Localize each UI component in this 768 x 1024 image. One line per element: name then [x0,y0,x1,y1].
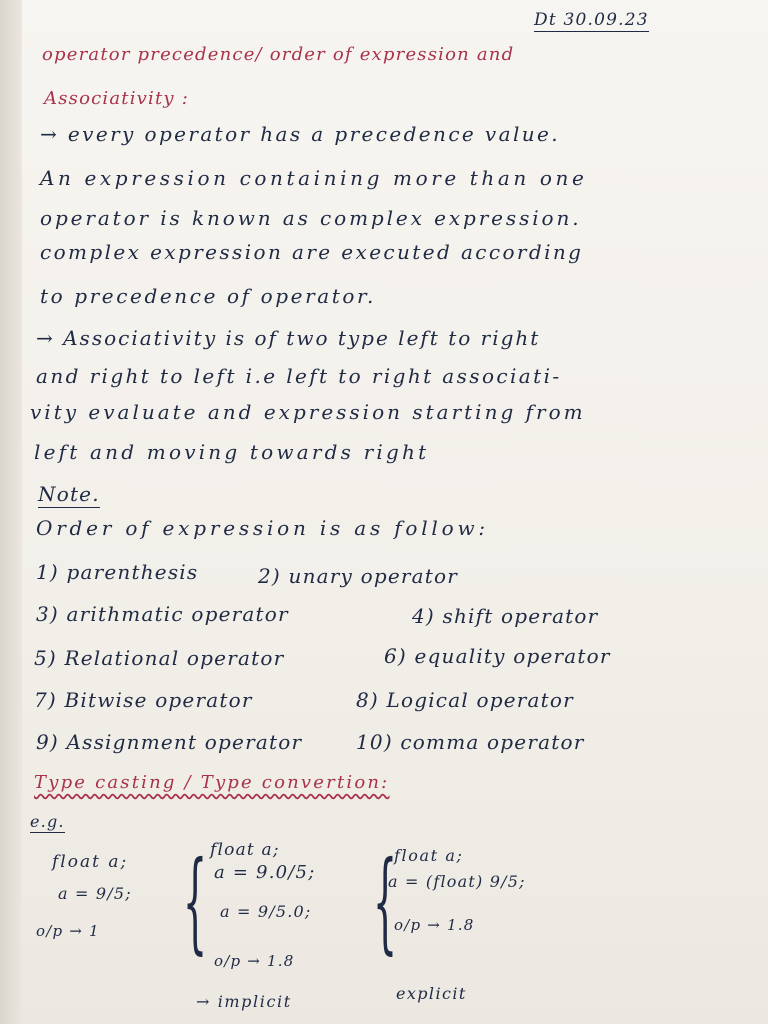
para1-line-5: to precedence of operator. [40,284,376,308]
order-item-6: 6) equality operator [384,644,611,668]
para2-line-4: left and moving towards right [34,440,430,464]
type-casting-heading: Type casting / Type convertion: [34,772,390,793]
example2-line-5: → implicit [196,992,292,1011]
example3-line-3: o/p → 1.8 [394,916,475,934]
order-item-7: 7) Bitwise operator [34,688,253,712]
order-item-10: 10) comma operator [356,730,585,754]
heading-line-1: operator precedence/ order of expression and [42,44,515,65]
para1-line-4: complex expression are executed according [40,240,584,264]
para1-line-1: → every operator has a precedence value. [40,122,561,146]
para2-line-1: → Associativity is of two type left to right [36,326,541,350]
para2-line-3: vity evaluate and expression starting from [30,400,586,424]
note-label: Note. [38,482,100,506]
order-item-9: 9) Assignment operator [36,730,303,754]
para1-line-3: operator is known as complex expression. [40,206,582,230]
example2-line-4: o/p → 1.8 [214,952,295,970]
example1-line-1: float a; [52,852,129,872]
example3-line-4: explicit [396,984,467,1003]
example2-line-1: float a; [210,840,280,860]
order-item-2: 2) unary operator [258,564,458,588]
example1-line-3: o/p → 1 [36,922,100,940]
heading-line-2: Associativity : [44,88,189,109]
example2-line-2: a = 9.0/5; [214,862,316,883]
example1-line-2: a = 9/5; [58,884,132,903]
date: Dt 30.09.23 [534,10,649,30]
example3-line-1: float a; [394,846,464,865]
order-item-4: 4) shift operator [412,604,599,628]
para1-line-2: An expression containing more than one [40,166,588,190]
brace-2: { [372,837,398,965]
notebook-spine [0,0,22,1024]
eg-label: e.g. [30,812,65,831]
order-item-8: 8) Logical operator [356,688,574,712]
order-intro: Order of expression is as follow: [36,516,489,540]
order-item-3: 3) arithmatic operator [36,602,289,626]
example2-line-3: a = 9/5.0; [220,902,312,921]
example3-line-2: a = (float) 9/5; [388,872,526,891]
order-item-5: 5) Relational operator [34,646,285,670]
para2-line-2: and right to left i.e left to right associati- [36,364,562,388]
order-item-1: 1) parenthesis [36,560,199,584]
brace-1: { [182,837,208,965]
